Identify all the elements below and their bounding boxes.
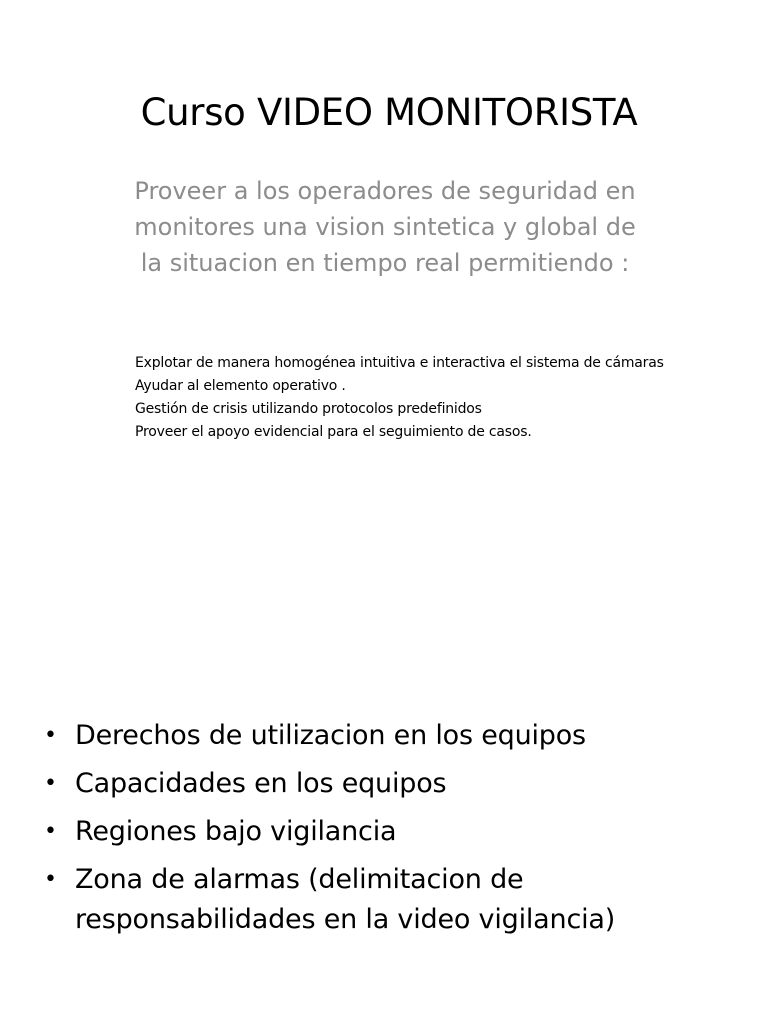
- subtitle-line: Proveer a los operadores de seguridad en: [134, 177, 636, 205]
- bullet-marker: •: [44, 771, 57, 796]
- objective-item: Gestión de crisis utilizando protocolos predefinidos: [135, 401, 482, 417]
- subtitle-line: la situacion en tiempo real permitiendo :: [140, 249, 630, 277]
- bullet-item: [44, 812, 744, 852]
- topics-bullet-list: [44, 716, 744, 948]
- bullet-text: responsabilidades en la video vigilancia): [75, 904, 616, 935]
- slide-title: Curso VIDEO MONITORISTA: [140, 91, 638, 134]
- slide-subtitle: [0, 173, 768, 281]
- objective-item: Ayudar al elemento operativo .: [135, 378, 346, 394]
- objective-item: Proveer el apoyo evidencial para el seguimiento de casos.: [135, 424, 532, 440]
- objectives-list: [135, 352, 765, 444]
- bullet-text: Zona de alarmas (delimitacion de: [75, 864, 524, 895]
- bullet-text: Regiones bajo vigilancia: [75, 816, 397, 847]
- subtitle-line: monitores una vision sintetica y global de: [134, 213, 636, 241]
- bullet-item: [44, 716, 744, 756]
- bullet-item: [44, 860, 744, 940]
- bullet-marker: •: [44, 867, 57, 892]
- bullet-text: Capacidades en los equipos: [75, 768, 447, 799]
- objective-item: Explotar de manera homogénea intuitiva e interactiva el sistema de cámaras: [135, 355, 664, 371]
- bullet-item: [44, 764, 744, 804]
- bullet-marker: •: [44, 723, 57, 748]
- bullet-text: Derechos de utilizacion en los equipos: [75, 720, 586, 751]
- bullet-marker: •: [44, 819, 57, 844]
